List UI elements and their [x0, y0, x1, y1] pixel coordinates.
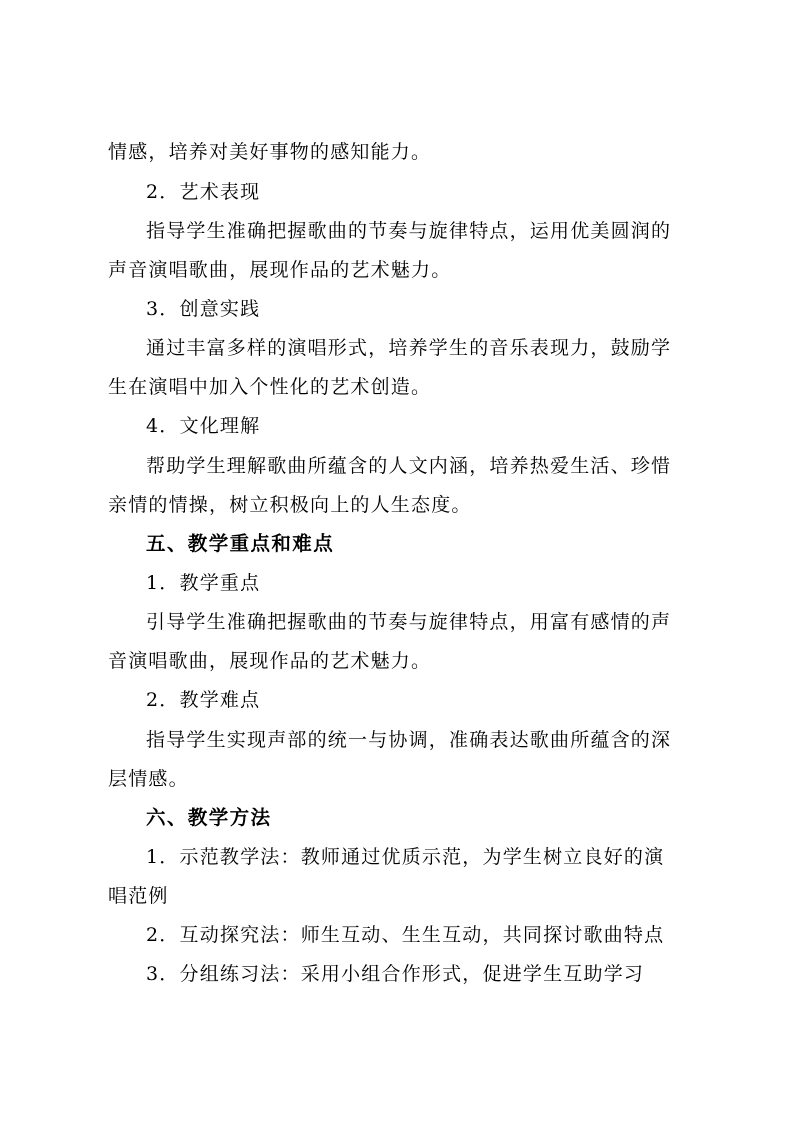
paragraph-line: 指导学生实现声部的统一与协调，准确表达歌曲所蕴含的深: [146, 729, 672, 751]
subsection-heading: 4．文化理解: [146, 415, 261, 437]
list-item: 2．互动探究法：师生互动、生生互动，共同探讨歌曲特点: [146, 924, 665, 946]
list-item: 1．示范教学法：教师通过优质示范，为学生树立良好的演: [146, 846, 665, 868]
paragraph-line: 通过丰富多样的演唱形式，培养学生的音乐表现力，鼓励学: [146, 337, 672, 359]
section-heading: 六、教学方法: [146, 806, 272, 829]
paragraph-line: 情感，培养对美好事物的感知能力。: [108, 141, 432, 163]
section-heading: 五、教学重点和难点: [146, 532, 335, 555]
paragraph-line: 生在演唱中加入个性化的艺术创造。: [108, 376, 432, 398]
paragraph-line: 亲情的情操，树立积极向上的人生态度。: [108, 494, 472, 516]
paragraph-line: 引导学生准确把握歌曲的节奏与旋律特点，用富有感情的声: [146, 611, 672, 633]
subsection-heading: 2．艺术表现: [146, 181, 261, 203]
paragraph-line: 唱范例: [108, 885, 169, 907]
subsection-heading: 3．创意实践: [146, 298, 261, 320]
subsection-heading: 1．教学重点: [146, 572, 261, 594]
subsection-heading: 2．教学难点: [146, 689, 261, 711]
paragraph-line: 音演唱歌曲，展现作品的艺术魅力。: [108, 650, 432, 672]
paragraph-line: 声音演唱歌曲，展现作品的艺术魅力。: [108, 259, 452, 281]
paragraph-line: 指导学生准确把握歌曲的节奏与旋律特点，运用优美圆润的: [146, 220, 672, 242]
paragraph-line: 帮助学生理解歌曲所蕴含的人文内涵，培养热爱生活、珍惜: [146, 455, 672, 477]
list-item: 3．分组练习法：采用小组合作形式，促进学生互助学习: [146, 963, 645, 985]
paragraph-line: 层情感。: [108, 768, 189, 790]
